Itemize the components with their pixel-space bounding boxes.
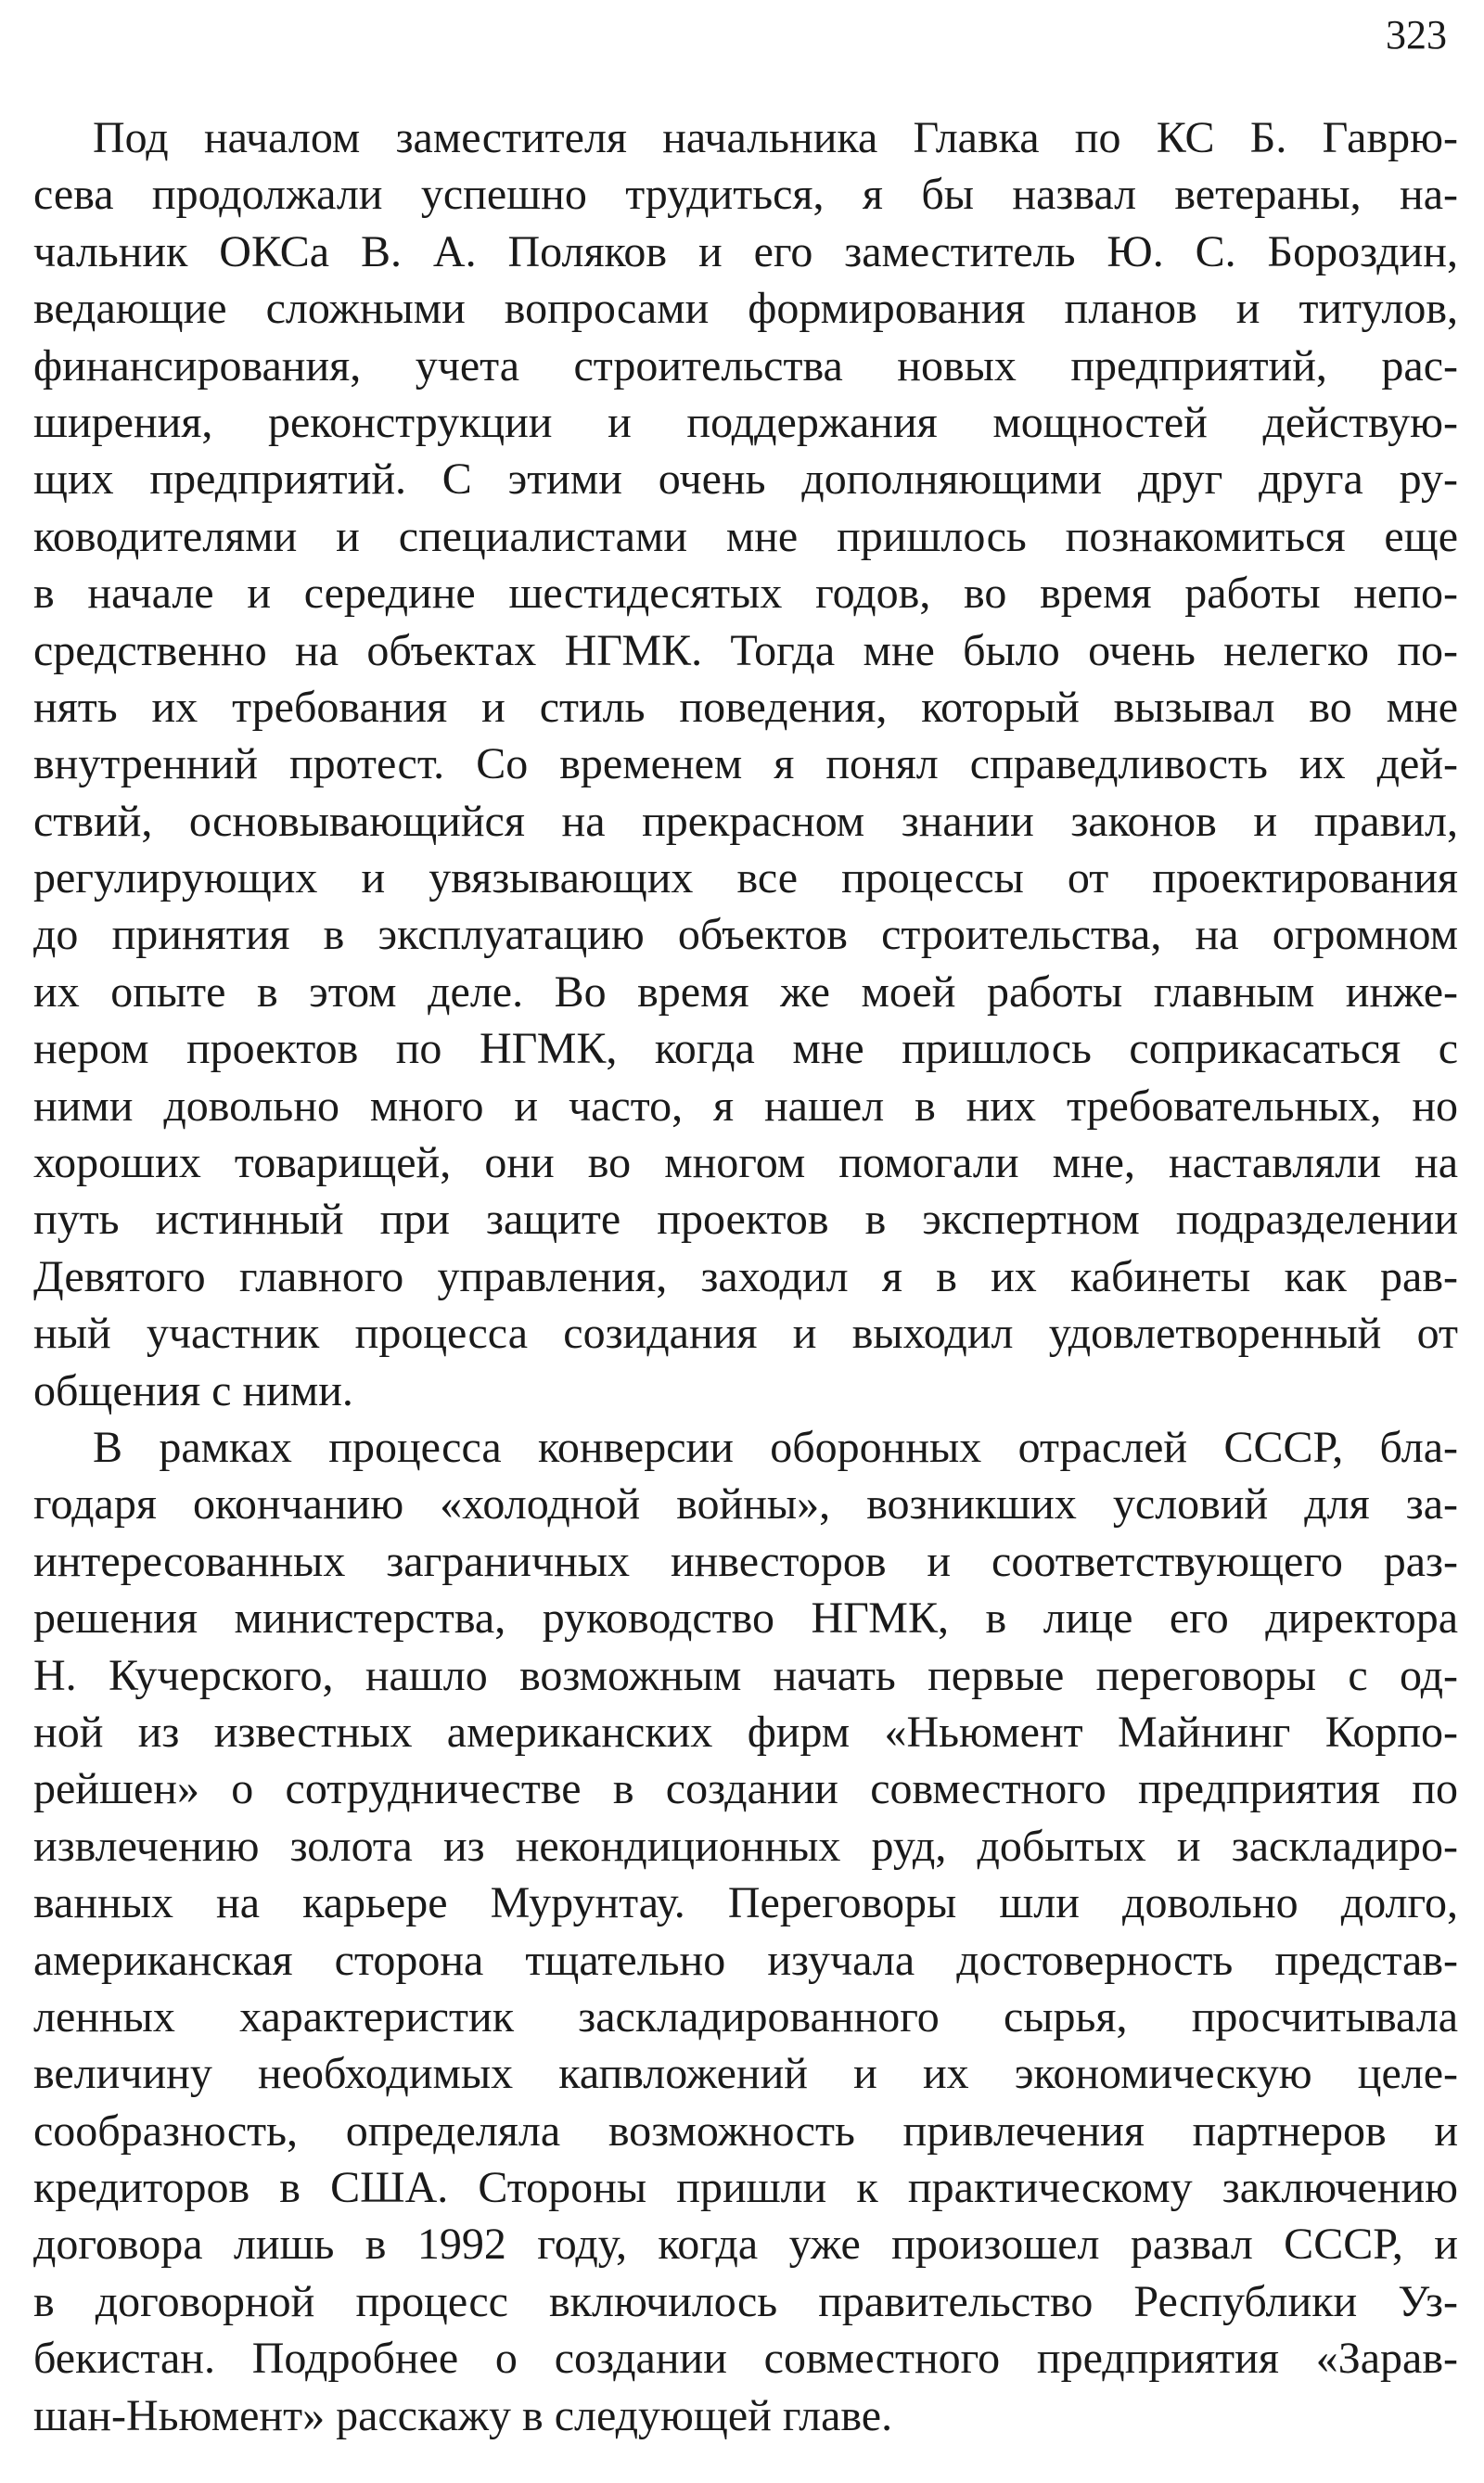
text-line: ширения, реконструкции и поддержания мощностей действую- <box>33 397 1458 447</box>
text-line: ванных на карьере Мурунтау. Переговоры шли довольно долго, <box>33 1878 1458 1928</box>
text-line: величину необходимых капвложений и их экономическую целе- <box>33 2049 1458 2099</box>
text-line: бекистан. Подробнее о создании совместного предприятия «Зарав- <box>33 2334 1458 2384</box>
text-line: Под началом заместителя начальника Главка по КС Б. Гаврю- <box>93 113 1458 162</box>
text-line: Н. Кучерского, нашло возможным начать первые переговоры с од- <box>33 1650 1458 1700</box>
text-line: до принятия в эксплуатацию объектов строительства, на огромном <box>33 910 1458 960</box>
text-line: нять их требования и стиль поведения, который вызывал во мне <box>33 682 1458 732</box>
text-line: извлечению золота из некондиционных руд, добытых и заскладиро- <box>33 1821 1458 1871</box>
text-line: интересованных заграничных инвесторов и соответствующего раз- <box>33 1536 1458 1586</box>
text-line: Девятого главного управления, заходил я в их кабинеты как рав- <box>33 1251 1458 1301</box>
text-line: чальник ОКСа В. А. Поляков и его заместитель Ю. С. Бороздин, <box>33 226 1458 276</box>
text-line: сева продолжали успешно трудиться, я бы назвал ветераны, на- <box>33 170 1458 220</box>
text-line: шан-Ньюмент» расскажу в следующей главе. <box>33 2390 893 2440</box>
text-line: в начале и середине шестидесятых годов, во время работы непо- <box>33 569 1458 619</box>
text-line: американская сторона тщательно изучала достоверность представ- <box>33 1935 1458 1985</box>
text-line: ководителями и специалистами мне пришлось познакомиться еще <box>33 511 1458 561</box>
text-line: внутренний протест. Со временем я понял справедливость их дей- <box>33 739 1458 789</box>
text-line: щих предприятий. С этими очень дополняющими друг друга ру- <box>33 454 1458 505</box>
text-line: ной из известных американских фирм «Ньюмент Майнинг Корпо- <box>33 1707 1458 1757</box>
text-line: общения с ними. <box>33 1365 353 1415</box>
text-line: годаря окончанию «холодной войны», возникших условий для за- <box>33 1479 1458 1529</box>
text-line: нером проектов по НГМК, когда мне пришлось соприкасаться с <box>33 1024 1458 1074</box>
text-line: ведающие сложными вопросами формирования планов и титулов, <box>33 284 1458 334</box>
text-line: финансирования, учета строительства новых предприятий, рас- <box>33 340 1458 390</box>
text-line: договора лишь в 1992 году, когда уже произошел развал СССР, и <box>33 2220 1458 2270</box>
paragraph <box>33 109 1458 1419</box>
text-line: ный участник процесса созидания и выходил удовлетворенный от <box>33 1309 1458 1359</box>
text-line: средственно на объектах НГМК. Тогда мне было очень нелегко по- <box>33 625 1458 675</box>
text-line: ленных характеристик заскладированного сырья, просчитывала <box>33 1991 1458 2041</box>
text-line: В рамках процесса конверсии оборонных отраслей СССР, бла- <box>93 1422 1458 1472</box>
text-line: в договорной процесс включилось правительство Республики Уз- <box>33 2276 1458 2326</box>
page-text <box>33 109 1458 2444</box>
text-line: путь истинный при защите проектов в экспертном подразделении <box>33 1195 1458 1245</box>
text-line: решения министерства, руководство НГМК, в лице его директора <box>33 1593 1458 1644</box>
text-line: их опыте в этом деле. Во время же моей работы главным инже- <box>33 966 1458 1017</box>
text-line: ними довольно много и часто, я нашел в них требовательных, но <box>33 1081 1458 1131</box>
text-line: регулирующих и увязывающих все процессы от проектирования <box>33 853 1458 903</box>
text-line: ствий, основывающийся на прекрасном знании законов и правил, <box>33 796 1458 846</box>
text-line: хороших товарищей, они во многом помогали мне, наставляли на <box>33 1138 1458 1188</box>
paragraph <box>33 1419 1458 2444</box>
page-number: 323 <box>1386 12 1447 58</box>
text-line: сообразность, определяла возможность привлечения партнеров и <box>33 2105 1458 2156</box>
text-line: рейшен» о сотрудничестве в создании совместного предприятия по <box>33 1764 1458 1814</box>
text-line: кредиторов в США. Стороны пришли к практическому заключению <box>33 2163 1458 2213</box>
